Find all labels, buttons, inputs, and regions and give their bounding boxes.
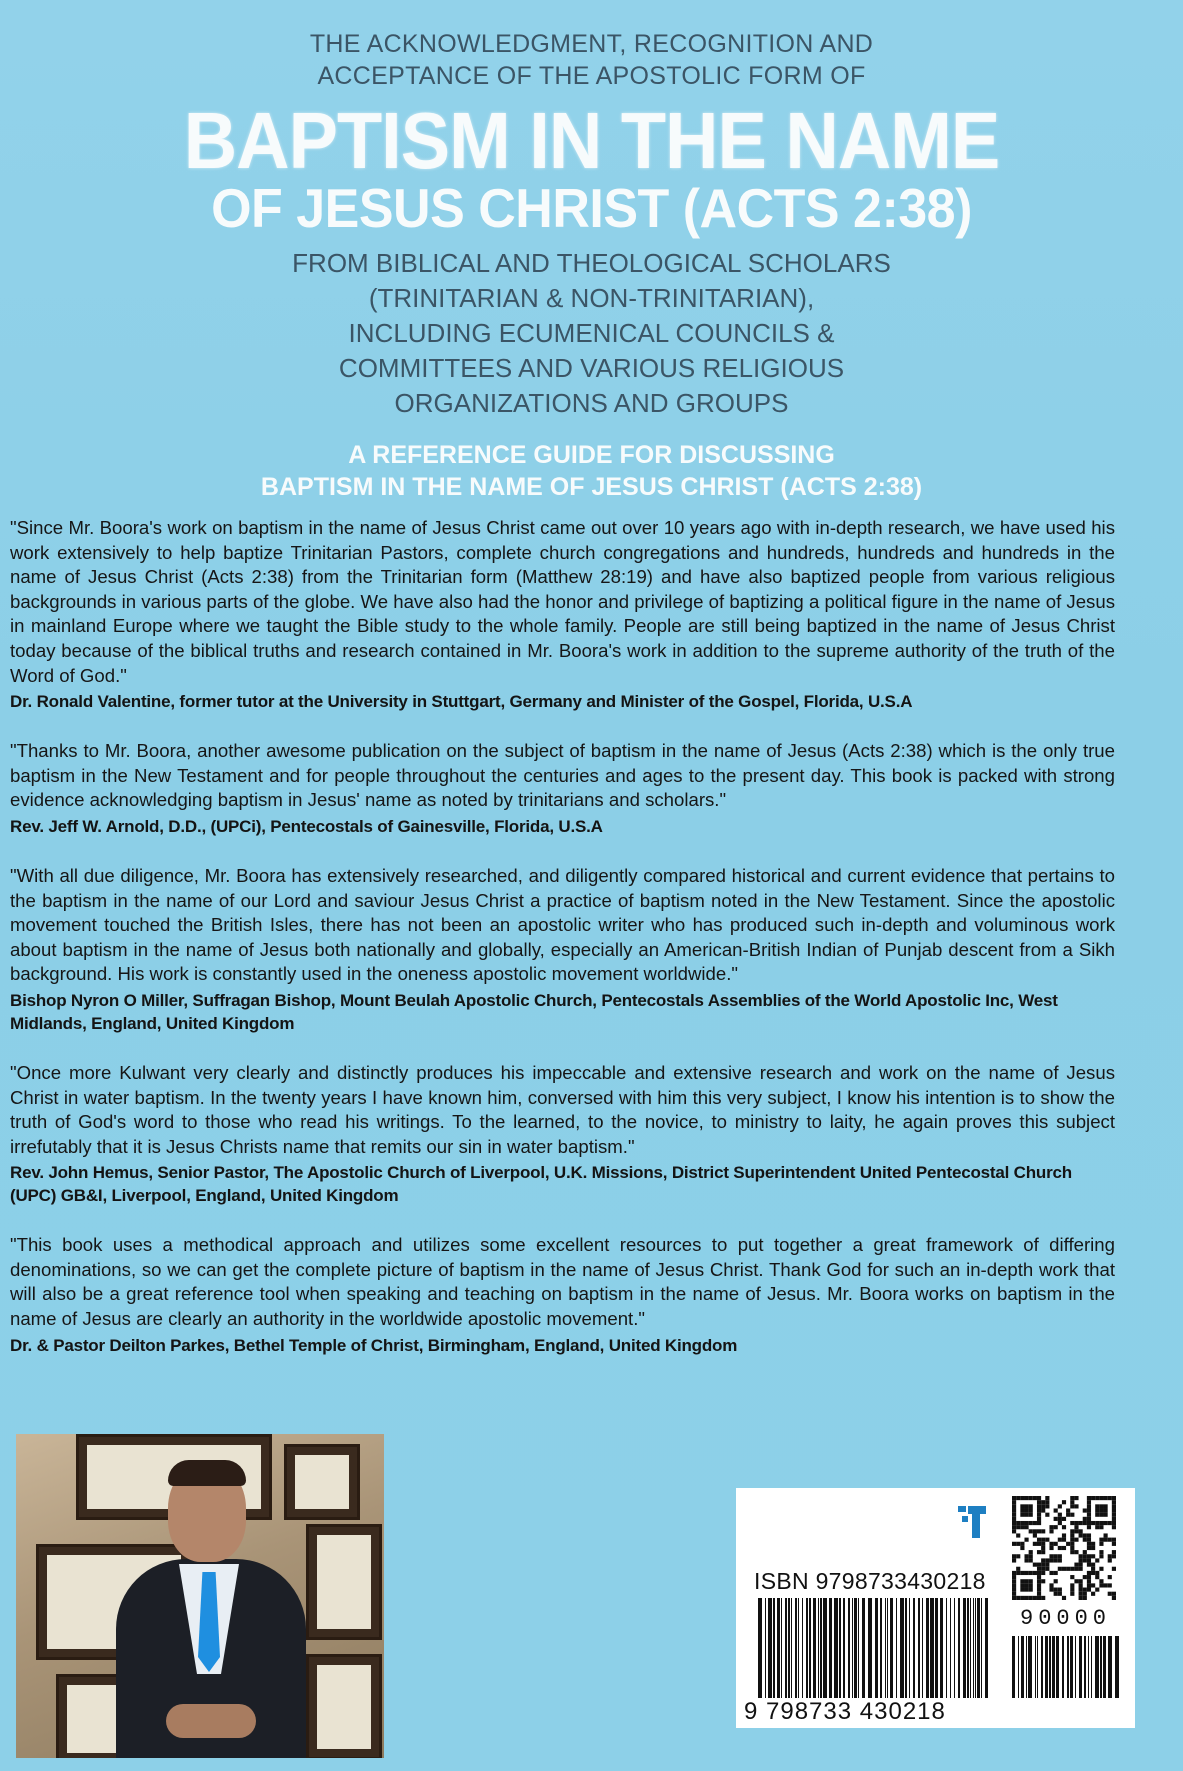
endorsement-attribution: Dr. & Pastor Deilton Parkes, Bethel Temple of Christ, Birmingham, England, United Kingdom xyxy=(10,1335,738,1355)
cover-header xyxy=(0,28,1183,503)
wall-frame xyxy=(284,1444,360,1520)
publisher-logo-icon xyxy=(954,1502,990,1542)
isbn-barcode-icon xyxy=(758,1598,990,1698)
scholars-line: (TRINITARIAN & NON-TRINITARIAN), xyxy=(368,283,815,313)
wall-frame xyxy=(306,1654,382,1758)
guide-line-1: A REFERENCE GUIDE FOR DISCUSSING xyxy=(348,441,835,469)
guide-line-2: BAPTISM IN THE NAME OF JESUS CHRIST (ACTS 2:38) xyxy=(260,473,923,501)
endorsement-quote: "Since Mr. Boora's work on baptism in the name of Jesus Christ came out over 10 years ago with in-depth research, we have used his work extensively to help baptize Trinitarian Pastors, complete church congregations and hundreds, hundreds and hundreds in the name of Jesus Christ (Acts 2:38) from the Trinitarian form (Matthew 28:19) and have also baptized people from various religious backgrounds in various parts of the globe. We have also had the honor and privilege of baptizing a political figure in the name of Jesus in mainland Europe where we taught the Bible study to the whole family. People are still being baptized in the name of Jesus Christ today because of the biblical truths and research contained in Mr. Boora's work in addition to the supreme authority of the truth of the Word of God." xyxy=(10,517,1115,686)
person-hair xyxy=(168,1460,246,1486)
endorsement-attribution: Rev. John Hemus, Senior Pastor, The Apostolic Church of Liverpool, U.K. Missions, District Superintendent United Pentecostal Church (UPC) GB&I, Liverpool, England, United Kingdom xyxy=(10,1163,1072,1206)
endorsement-quote: "Once more Kulwant very clearly and distinctly produces his impeccable and extensive research and work on the name of Jesus Christ in water baptism. In the twenty years I have known him, conversed with him this very subject, I know his intention is to show the truth of God's word to those who read his writings. To the learned, to the novice, to ministry to laity, he again proves this subject irrefutably that it is Jesus Christs name that remits our sin in water baptism." xyxy=(10,1061,1115,1157)
scholars-line: INCLUDING ECUMENICAL COUNCILS & xyxy=(348,318,835,348)
person-hands xyxy=(166,1704,256,1738)
book-title: BAPTISM IN THE NAME xyxy=(183,95,1000,186)
barcode-panel xyxy=(736,1488,1135,1728)
endorsement xyxy=(10,864,1115,1035)
endorsement-attribution: Rev. Jeff W. Arnold, D.D., (UPCi), Pentecostals of Gainesville, Florida, U.S.A xyxy=(10,816,603,836)
scholars-line: ORGANIZATIONS AND GROUPS xyxy=(394,388,789,418)
endorsement-quote: "With all due diligence, Mr. Boora has extensively researched, and diligently compared historical and current evidence that pertains to the baptism in the name of our Lord and saviour Jesus Christ a practice of baptism noted in the New Testament. Since the apostolic movement touched the British Isles, there has not been an apostolic writer who has produced such in-depth and voluminous work about baptism in the name of Jesus both nationally and globally, especially an American-British Indian of Punjab descent from a Sikh background. His work is constantly used in the oneness apostolic movement worldwide." xyxy=(10,864,1115,985)
addon-barcode-icon xyxy=(1012,1636,1120,1698)
price-addon-code: 90000 xyxy=(1020,1606,1112,1631)
endorsement xyxy=(10,516,1115,713)
endorsement xyxy=(10,739,1115,838)
wall-frame xyxy=(306,1524,382,1640)
pre-title-line-1: THE ACKNOWLEDGMENT, RECOGNITION AND xyxy=(309,30,874,58)
reference-guide-heading xyxy=(0,439,1183,503)
endorsement-quote: "Thanks to Mr. Boora, another awesome publication on the subject of baptism in the name of Jesus (Acts 2:38) which is the only true baptism in the New Testament and for people throughout the centuries and ages to the present day. This book is packed with strong evidence acknowledging baptism in Jesus' name as noted by trinitarians and scholars." xyxy=(10,740,1115,811)
author-photo xyxy=(16,1434,384,1758)
pre-title-line-2: ACCEPTANCE OF THE APOSTOLIC FORM OF xyxy=(317,62,866,90)
endorsement-quote: "This book uses a methodical approach and utilizes some excellent resources to put together a great framework of differing denominations, so we can get the complete picture of baptism in the name of Jesus Christ. Thank God for such an in-depth work that will also be a great reference tool when speaking and teaching on baptism in the name of Jesus. Mr. Boora works on baptism in the name of Jesus are clearly an authority in the worldwide apostolic movement." xyxy=(10,1234,1115,1330)
endorsement xyxy=(10,1061,1115,1207)
scholars-line: FROM BIBLICAL AND THEOLOGICAL SCHOLARS xyxy=(292,248,891,278)
qr-code-icon xyxy=(1012,1496,1116,1600)
scholars-description xyxy=(0,246,1183,421)
endorsement-attribution: Dr. Ronald Valentine, former tutor at the University in Stuttgart, Germany and Minister of the Gospel, Florida, U.S.A xyxy=(10,692,913,712)
isbn-label: ISBN 9798733430218 xyxy=(754,1568,986,1594)
scholars-line: COMMITTEES AND VARIOUS RELIGIOUS xyxy=(338,353,845,383)
isbn-digits: 9 798733 430218 xyxy=(740,1698,950,1726)
endorsement xyxy=(10,1233,1115,1356)
endorsement-attribution: Bishop Nyron O Miller, Suffragan Bishop, Mount Beulah Apostolic Church, Pentecostals Assemblies of the World Apostolic Inc, West Midlands, England, United Kingdom xyxy=(10,990,1058,1033)
endorsements xyxy=(10,516,1115,1383)
book-subtitle: OF JESUS CHRIST (ACTS 2:38) xyxy=(211,178,972,240)
